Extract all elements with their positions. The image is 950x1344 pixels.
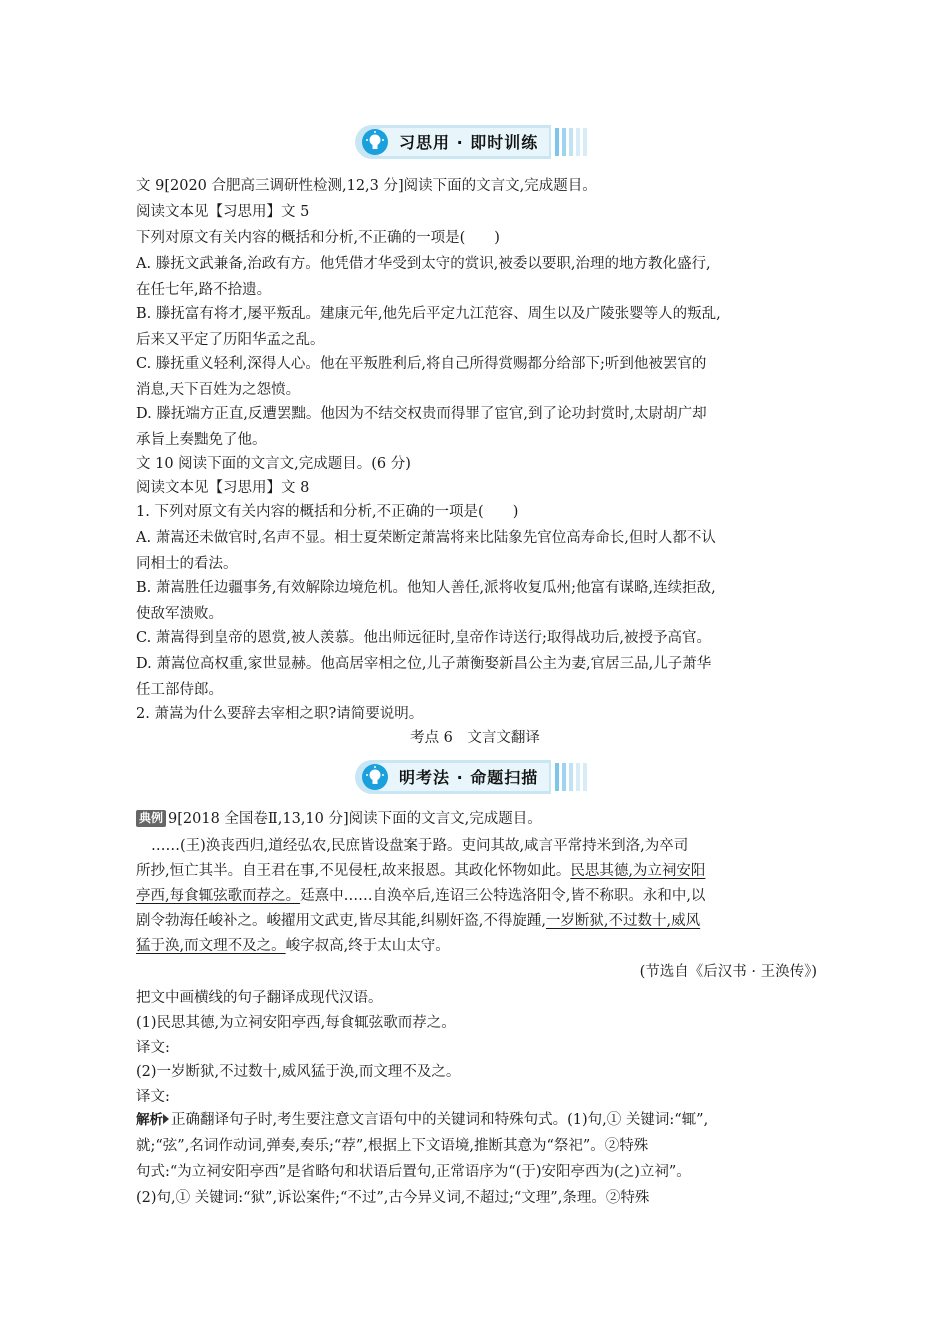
banner-label: 明考法 · 命题扫描 [399,768,539,787]
q9-option-c-cont: 消息,天下百姓为之怨愤。 [136,382,301,398]
q9-option-b: B. 滕抚富有将才,屡平叛乱。建康元年,他先后平定九江范容、周生以及广陵张婴等人的叛乱, [136,306,721,322]
q9-option-d: D. 滕抚端方正直,反遭罢黜。他因为不结交权贵而得罪了宦官,到了论功封赏时,太尉胡广却 [136,406,707,422]
translation-answer-1: 译文: [136,1040,170,1056]
passage-text: 剧令勃海任峻补之。峻擢用文武吏,皆尽其能,纠剔奸盗,不得旋踵, [136,913,546,929]
q10-option-b-cont: 使敌军溃败。 [136,606,223,622]
underlined-sentence: 亭西,每食辄弦歌而荐之。 [136,888,301,904]
example-tag: 典例 [136,810,166,827]
section-title: 考点 6 文言文翻译 [410,730,540,746]
passage-line [136,887,705,905]
q10-option-d: D. 萧嵩位高权重,家世显赫。他高居宰相之位,儿子萧衡娶新昌公主为妻,官居三品,儿子萧华 [136,656,712,672]
analysis-line: (2)句,① 关键词:“狱”,诉讼案件;“不过”,古今异义词,不超过;“文理”,条理。②特殊 [136,1190,650,1206]
passage-source: (节选自《后汉书 · 王涣传》) [639,964,817,980]
q9-heading: 文 9[2020 合肥高三调研性检测,12,3 分]阅读下面的文言文,完成题目。 [136,178,597,194]
analysis-line: 句式:“为立祠安阳亭西”是省略句和状语后置句,正常语序为“(于)安阳亭西为(之)立祠”。 [136,1164,691,1180]
q10-reference: 阅读文本见【习思用】文 8 [136,480,310,496]
passage-text: 廷熹中……自涣卒后,连诏三公特选洛阳令,皆不称职。永和中,以 [300,888,706,904]
practice-banner [355,125,598,159]
lightbulb-icon [361,763,389,791]
q10-question-2: 2. 萧嵩为什么要辞去宰相之职?请简要说明。 [136,706,424,722]
q9-option-a-cont: 在任七年,路不拾遗。 [136,282,272,298]
q10-option-a: A. 萧嵩还未做官时,名声不显。相士夏荣断定萧嵩将来比陆象先官位高寿命长,但时人都不认 [136,530,716,546]
translation-task: 把文中画横线的句子翻译成现代汉语。 [136,990,383,1006]
q9-option-b-cont: 后来又平定了历阳华孟之乱。 [136,332,325,348]
passage-line [136,937,450,955]
q9-option-d-cont: 承旨上奏黜免了他。 [136,432,267,448]
q9-stem: 下列对原文有关内容的概括和分析,不正确的一项是( ) [136,230,500,246]
q10-option-d-cont: 任工部侍郎。 [136,682,223,698]
q10-heading: 文 10 阅读下面的文言文,完成题目。(6 分) [136,456,411,472]
passage-line: ……(王)涣丧西归,道经弘农,民庶皆设盘案于路。吏问其故,咸言平常持米到洛,为卒司 [151,838,689,854]
analysis-line [136,1111,708,1129]
q9-reference: 阅读文本见【习思用】文 5 [136,204,310,220]
underlined-sentence: 民思其德,为立祠安阳 [570,863,706,879]
translation-item-2: (2)一岁断狱,不过数十,威风猛于涣,而文理不及之。 [136,1064,461,1080]
triangle-icon [163,1114,169,1124]
exam-banner [355,760,598,794]
q10-option-a-cont: 同相士的看法。 [136,556,238,572]
banner-stripes [555,763,590,791]
lightbulb-icon [361,128,389,156]
analysis-text: 正确翻译句子时,考生要注意文言语句中的关键词和特殊句式。(1)句,① 关键词:“辄”, [171,1112,709,1128]
analysis-line: 就;“弦”,名词作动词,弹奏,奏乐;“荐”,根据上下文语境,推断其意为“祭祀”。②特殊 [136,1138,649,1154]
underlined-sentence: 猛于涣,而文理不及之。 [136,938,286,954]
translation-answer-2: 译文: [136,1089,170,1105]
q10-stem: 1. 下列对原文有关内容的概括和分析,不正确的一项是( ) [136,504,519,520]
example-heading [136,810,542,828]
q9-option-c: C. 滕抚重义轻利,深得人心。他在平叛胜利后,将自己所得赏赐都分给部下;听到他被罢官的 [136,356,707,372]
q10-option-c: C. 萧嵩得到皇帝的恩赏,被人羡慕。他出师远征时,皇帝作诗送行;取得战功后,被授予高官。 [136,630,712,646]
passage-line [136,912,700,930]
analysis-tag: 解析 [136,1112,163,1128]
underlined-sentence: 一岁断狱,不过数十,威风 [545,913,701,929]
passage-line [136,862,705,880]
q10-option-b: B. 萧嵩胜任边疆事务,有效解除边境危机。他知人善任,派将收复瓜州;他富有谋略,连续拒敌, [136,580,716,596]
q9-option-a: A. 滕抚文武兼备,治政有方。他凭借才华受到太守的赏识,被委以要职,治理的地方教化盛行, [136,256,711,272]
banner-stripes [555,128,590,156]
passage-text: 所抄,恒亡其半。自王君在事,不见侵枉,故来报恩。其政化怀物如此。 [136,863,571,879]
translation-item-1: (1)民思其德,为立祠安阳亭西,每食辄弦歌而荐之。 [136,1015,456,1031]
banner-label: 习思用 · 即时训练 [399,133,539,152]
example-heading-text: 9[2018 全国卷Ⅱ,13,10 分]阅读下面的文言文,完成题目。 [168,811,542,827]
passage-text: 峻字叔高,终于太山太守。 [285,938,450,954]
